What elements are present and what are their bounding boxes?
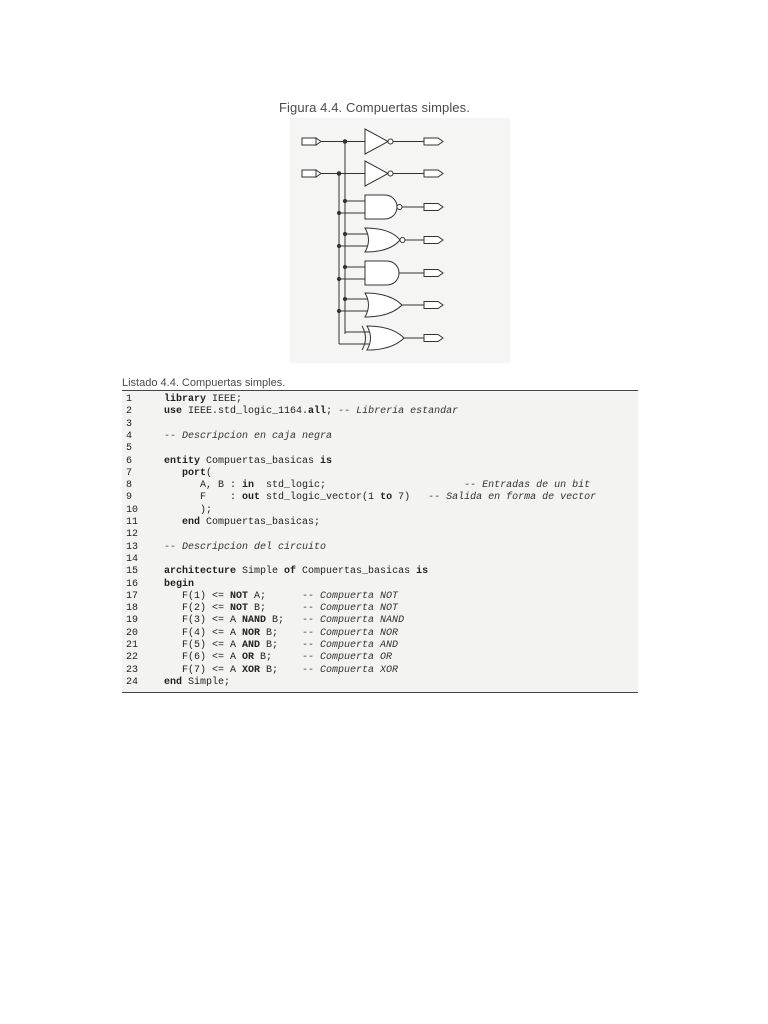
code-token: B; bbox=[260, 664, 303, 676]
code-text bbox=[164, 492, 596, 504]
code-token: Compuertas_basicas bbox=[200, 455, 321, 467]
code-keyword: end bbox=[164, 676, 183, 688]
code-text bbox=[164, 579, 194, 591]
code-token: B; bbox=[266, 615, 303, 627]
code-text bbox=[164, 517, 320, 529]
output-pin-f1 bbox=[424, 138, 443, 145]
code-token: F(2) <= bbox=[164, 603, 231, 615]
code-comment: -- Descripcion del circuito bbox=[164, 541, 327, 553]
code-keyword: AND bbox=[242, 640, 261, 651]
line-number: 2 bbox=[126, 406, 133, 418]
code-keyword: all bbox=[308, 406, 327, 418]
code-comment: -- Libreria estandar bbox=[338, 406, 459, 418]
code-keyword: to bbox=[380, 492, 393, 504]
code-token: A, B : bbox=[164, 480, 243, 492]
line-number: 5 bbox=[126, 443, 133, 455]
code-text bbox=[164, 480, 590, 492]
code-keyword: use bbox=[164, 406, 183, 418]
code-token: ); bbox=[164, 504, 213, 516]
line-number: 1 bbox=[126, 394, 133, 405]
line-number: 6 bbox=[126, 455, 133, 467]
nor-gate bbox=[337, 228, 424, 252]
code-text bbox=[164, 394, 242, 406]
code-token: std_logic; bbox=[254, 480, 465, 492]
code-token: B; bbox=[248, 603, 303, 615]
line-number: 24 bbox=[126, 676, 139, 688]
code-token: F(4) <= A bbox=[164, 627, 243, 639]
code-keyword: port bbox=[182, 467, 207, 479]
line-number: 14 bbox=[126, 553, 139, 565]
output-pin-f7 bbox=[424, 335, 443, 342]
input-pin-b bbox=[302, 170, 321, 177]
code-token: ( bbox=[206, 467, 213, 479]
code-text bbox=[164, 591, 398, 603]
code-text bbox=[164, 640, 398, 652]
code-token: B; bbox=[260, 627, 303, 639]
code-token: Simple bbox=[236, 566, 285, 578]
code-text bbox=[164, 406, 458, 418]
line-number: 20 bbox=[126, 627, 139, 639]
and-gate bbox=[337, 261, 424, 285]
line-number: 18 bbox=[126, 603, 139, 615]
code-comment: -- Salida en forma de vector bbox=[428, 492, 597, 504]
code-text bbox=[164, 677, 230, 689]
output-pin-f2 bbox=[424, 170, 443, 177]
code-token: IEEE.std_logic_1164. bbox=[182, 406, 309, 418]
line-number: 15 bbox=[126, 566, 139, 578]
code-keyword: NOT bbox=[230, 590, 249, 602]
code-comment: -- Compuerta AND bbox=[302, 640, 399, 651]
code-text bbox=[164, 652, 392, 664]
code-token: F(7) <= A bbox=[164, 664, 243, 676]
line-number: 7 bbox=[126, 467, 133, 479]
code-keyword: end bbox=[182, 517, 201, 528]
code-keyword: is bbox=[320, 455, 333, 467]
code-text bbox=[164, 431, 332, 443]
line-number: 12 bbox=[126, 529, 139, 541]
code-text bbox=[164, 628, 398, 640]
code-text bbox=[164, 566, 428, 578]
code-comment: -- Compuerta OR bbox=[302, 652, 393, 664]
line-number: 8 bbox=[126, 480, 133, 492]
code-comment: -- Compuerta NOT bbox=[302, 603, 399, 615]
line-number: 4 bbox=[126, 430, 133, 442]
code-token: Simple; bbox=[182, 676, 231, 688]
code-comment: -- Compuerta NAND bbox=[302, 615, 405, 627]
code-token: Compuertas_basicas bbox=[296, 566, 417, 578]
code-keyword: XOR bbox=[242, 664, 261, 676]
code-token bbox=[164, 517, 182, 528]
code-comment: -- Compuerta NOR bbox=[302, 627, 399, 639]
code-token: 7) bbox=[392, 492, 429, 504]
line-number: 16 bbox=[126, 578, 139, 590]
code-keyword: library bbox=[164, 394, 207, 405]
code-token: ; bbox=[326, 406, 339, 418]
code-comment: -- Compuerta XOR bbox=[302, 664, 399, 676]
code-token bbox=[164, 468, 182, 479]
line-number: 10 bbox=[126, 504, 139, 516]
code-text bbox=[164, 603, 398, 615]
line-number: 11 bbox=[126, 517, 139, 528]
code-token: Compuertas_basicas; bbox=[200, 517, 321, 528]
code-keyword: of bbox=[284, 566, 297, 578]
xor-gate bbox=[339, 326, 424, 350]
not-gate-2 bbox=[365, 161, 424, 186]
code-keyword: out bbox=[242, 492, 261, 504]
or-gate bbox=[337, 293, 424, 317]
line-number: 3 bbox=[126, 418, 133, 430]
output-pin-f6 bbox=[424, 302, 443, 309]
code-token: IEEE; bbox=[206, 394, 243, 405]
figure-title: Figura 4.4. Compuertas simples. bbox=[279, 100, 470, 115]
code-text bbox=[164, 615, 404, 627]
output-pin-f5 bbox=[424, 270, 443, 277]
line-number: 21 bbox=[126, 640, 139, 651]
listing-title: Listado 4.4. Compuertas simples. bbox=[122, 377, 286, 389]
line-number: 9 bbox=[126, 492, 133, 504]
not-gate-1 bbox=[365, 129, 424, 154]
code-keyword: begin bbox=[164, 578, 195, 590]
code-token: B; bbox=[260, 640, 303, 651]
code-text bbox=[164, 665, 398, 677]
code-comment: -- Compuerta NOT bbox=[302, 590, 399, 602]
code-keyword: OR bbox=[242, 652, 255, 664]
logic-gates-circuit-diagram bbox=[290, 118, 510, 363]
code-text bbox=[164, 456, 332, 468]
line-number: 17 bbox=[126, 590, 139, 602]
code-token: B; bbox=[254, 652, 303, 664]
nand-gate bbox=[337, 195, 424, 219]
code-token: F(5) <= A bbox=[164, 640, 243, 651]
code-token: F(6) <= A bbox=[164, 652, 243, 664]
code-keyword: entity bbox=[164, 455, 201, 467]
line-number: 22 bbox=[126, 652, 139, 664]
code-token: std_logic_vector(1 bbox=[260, 492, 381, 504]
output-pin-f3 bbox=[424, 204, 443, 211]
output-pin-f4 bbox=[424, 237, 443, 244]
code-keyword: is bbox=[416, 566, 429, 578]
input-pin-a bbox=[302, 138, 321, 145]
code-keyword: in bbox=[242, 480, 255, 492]
code-token: A; bbox=[248, 590, 303, 602]
code-token: F(1) <= bbox=[164, 590, 231, 602]
code-listing bbox=[122, 390, 638, 693]
code-text bbox=[164, 505, 212, 517]
code-keyword: NAND bbox=[242, 615, 267, 627]
line-number: 13 bbox=[126, 541, 139, 553]
code-text bbox=[164, 468, 212, 480]
line-number: 23 bbox=[126, 664, 139, 676]
code-text bbox=[164, 542, 326, 554]
code-keyword: NOT bbox=[230, 603, 249, 615]
code-token: F(3) <= A bbox=[164, 615, 243, 627]
code-keyword: architecture bbox=[164, 566, 237, 578]
code-keyword: NOR bbox=[242, 627, 261, 639]
code-comment: -- Entradas de un bit bbox=[464, 480, 591, 492]
code-token: F : bbox=[164, 492, 243, 504]
code-comment: -- Descripcion en caja negra bbox=[164, 430, 333, 442]
line-number: 19 bbox=[126, 615, 139, 627]
